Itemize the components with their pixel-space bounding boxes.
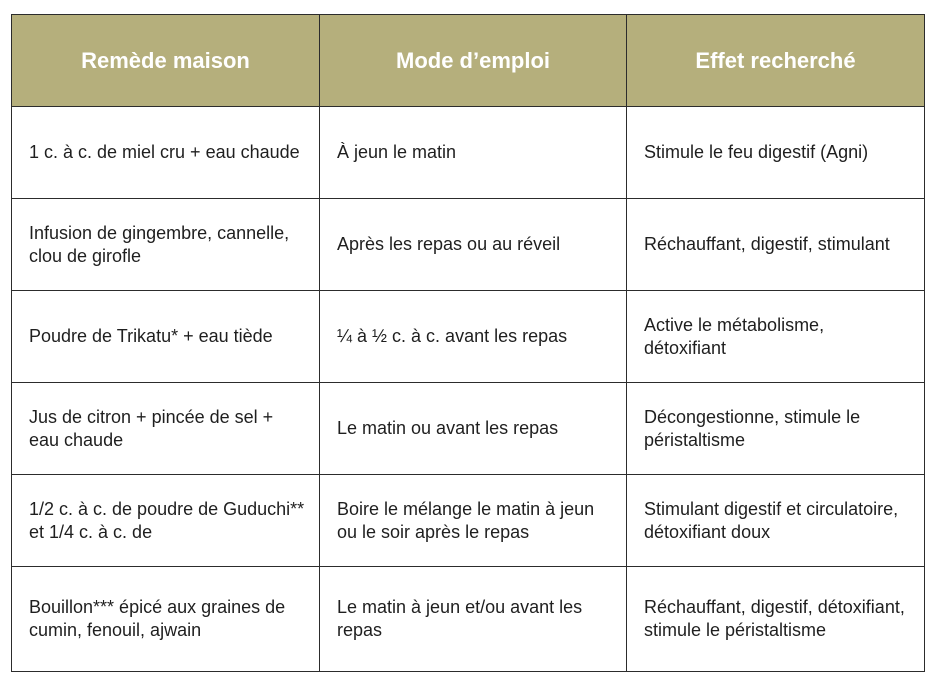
- remedy-cell: Jus de citron + pincée de sel + eau chaude: [12, 383, 320, 475]
- header-remede-maison: Remède maison: [12, 15, 320, 107]
- usage-cell: Boire le mélange le matin à jeun ou le soir après le repas: [320, 475, 627, 567]
- effect-cell: Stimule le feu digestif (Agni): [627, 107, 925, 199]
- remedy-cell: 1/2 c. à c. de poudre de Guduchi** et 1/4 c. à c. de: [12, 475, 320, 567]
- header-effet-recherche: Effet recherché: [627, 15, 925, 107]
- header-mode-emploi: Mode d’emploi: [320, 15, 627, 107]
- usage-cell: Le matin ou avant les repas: [320, 383, 627, 475]
- remedies-table: [11, 14, 925, 672]
- usage-cell: ¼ à ½ c. à c. avant les repas: [320, 291, 627, 383]
- remedy-cell: 1 c. à c. de miel cru + eau chaude: [12, 107, 320, 199]
- effect-cell: Réchauffant, digestif, détoxifiant, stimule le péristaltisme: [627, 567, 925, 672]
- table-row: [12, 291, 925, 383]
- usage-cell: Le matin à jeun et/ou avant les repas: [320, 567, 627, 672]
- remedy-cell: Poudre de Trikatu* + eau tiède: [12, 291, 320, 383]
- effect-cell: Réchauffant, digestif, stimulant: [627, 199, 925, 291]
- remedy-cell: Infusion de gingembre, cannelle, clou de girofle: [12, 199, 320, 291]
- table-row: [12, 567, 925, 672]
- remedy-cell: Bouillon*** épicé aux graines de cumin, fenouil, ajwain: [12, 567, 320, 672]
- table-row: [12, 199, 925, 291]
- effect-cell: Active le métabolisme, détoxifiant: [627, 291, 925, 383]
- usage-cell: À jeun le matin: [320, 107, 627, 199]
- effect-cell: Décongestionne, stimule le péristaltisme: [627, 383, 925, 475]
- table-header-row: [12, 15, 925, 107]
- table-row: [12, 107, 925, 199]
- table-row: [12, 475, 925, 567]
- table-row: [12, 383, 925, 475]
- effect-cell: Stimulant digestif et circulatoire, détoxifiant doux: [627, 475, 925, 567]
- usage-cell: Après les repas ou au réveil: [320, 199, 627, 291]
